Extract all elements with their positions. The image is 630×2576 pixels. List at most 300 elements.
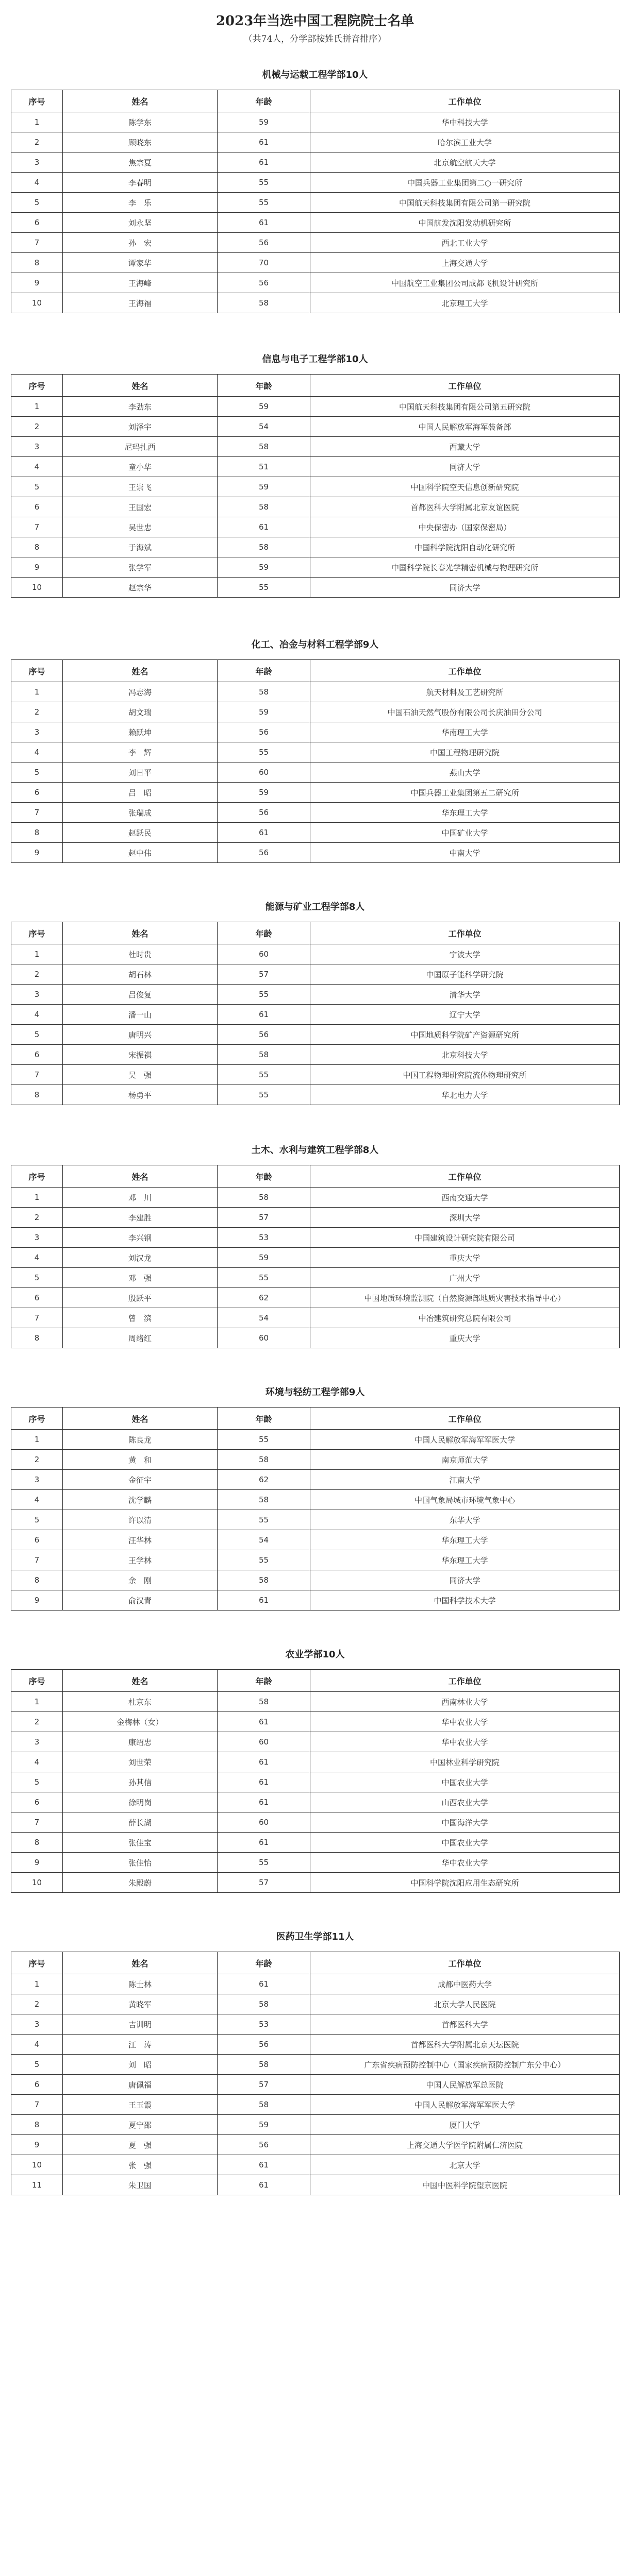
cell-age: 55 (218, 1853, 310, 1873)
cell-age: 62 (218, 1470, 310, 1490)
table-row (11, 964, 620, 985)
cell-name: 唐明兴 (63, 1025, 218, 1045)
cell-workplace: 中冶建筑研究总院有限公司 (310, 1308, 620, 1328)
header-name: 姓名 (63, 660, 218, 682)
table-row (11, 213, 620, 233)
cell-age: 58 (218, 497, 310, 517)
table-row (11, 1430, 620, 1450)
cell-name: 吴 强 (63, 1065, 218, 1085)
cell-age: 56 (218, 2135, 310, 2155)
cell-index: 4 (11, 1490, 63, 1510)
cell-name: 冯志海 (63, 682, 218, 702)
header-age: 年龄 (218, 1670, 310, 1692)
table-row (11, 783, 620, 803)
table-row (11, 193, 620, 213)
cell-workplace: 辽宁大学 (310, 1005, 620, 1025)
header-name: 姓名 (63, 90, 218, 112)
cell-index: 9 (11, 273, 63, 293)
cell-workplace: 山西农业大学 (310, 1792, 620, 1812)
cell-name: 李 乐 (63, 193, 218, 213)
cell-index: 4 (11, 742, 63, 762)
member-table (11, 1165, 620, 1348)
cell-index: 3 (11, 2014, 63, 2035)
cell-index: 1 (11, 1692, 63, 1712)
cell-age: 55 (218, 1510, 310, 1530)
department-section (11, 631, 619, 863)
cell-index: 1 (11, 1430, 63, 1450)
cell-age: 57 (218, 964, 310, 985)
table-row (11, 1208, 620, 1228)
header-index: 序号 (11, 375, 63, 397)
cell-age: 57 (218, 2075, 310, 2095)
cell-index: 9 (11, 843, 63, 863)
cell-workplace: 中国原子能科学研究院 (310, 964, 620, 985)
cell-workplace: 中国农业大学 (310, 1833, 620, 1853)
cell-index: 6 (11, 783, 63, 803)
header-name: 姓名 (63, 922, 218, 944)
cell-name: 黄晓军 (63, 1994, 218, 2014)
cell-name: 邓 川 (63, 1188, 218, 1208)
cell-age: 61 (218, 1005, 310, 1025)
section-title: 农业学部10人 (285, 1649, 345, 1660)
cell-age: 56 (218, 722, 310, 742)
cell-index: 1 (11, 112, 63, 132)
cell-name: 杜京东 (63, 1692, 218, 1712)
section-title: 土木、水利与建筑工程学部8人 (251, 1145, 379, 1156)
table-row (11, 132, 620, 152)
cell-name: 许以清 (63, 1510, 218, 1530)
cell-name: 曾 滨 (63, 1308, 218, 1328)
table-row (11, 578, 620, 598)
table-header-row (11, 90, 620, 112)
cell-workplace: 华东理工大学 (310, 1530, 620, 1550)
header-age: 年龄 (218, 1952, 310, 1974)
cell-age: 56 (218, 843, 310, 863)
cell-index: 8 (11, 1570, 63, 1590)
header-name: 姓名 (63, 1952, 218, 1974)
cell-age: 56 (218, 2035, 310, 2055)
header-workplace: 工作单位 (310, 660, 620, 682)
department-section (11, 1923, 619, 2195)
cell-age: 60 (218, 1328, 310, 1348)
cell-workplace: 中国中医科学院望京医院 (310, 2175, 620, 2195)
table-row (11, 2014, 620, 2035)
cell-age: 61 (218, 132, 310, 152)
cell-index: 5 (11, 193, 63, 213)
cell-workplace: 广州大学 (310, 1268, 620, 1288)
department-section (11, 1378, 619, 1611)
table-row (11, 2135, 620, 2155)
cell-workplace: 中国地质环境监测院（自然资源部地质灾害技术指导中心） (310, 1288, 620, 1308)
cell-name: 金梅林（女） (63, 1712, 218, 1732)
cell-index: 8 (11, 537, 63, 557)
cell-index: 6 (11, 1530, 63, 1550)
cell-workplace: 西南交通大学 (310, 1188, 620, 1208)
cell-workplace: 中国航发沈阳发动机研究所 (310, 213, 620, 233)
cell-workplace: 东华大学 (310, 1510, 620, 1530)
cell-age: 54 (218, 1530, 310, 1550)
table-row (11, 2055, 620, 2075)
cell-workplace: 中国人民解放军海军装备部 (310, 417, 620, 437)
table-row (11, 2155, 620, 2175)
cell-index: 7 (11, 1065, 63, 1085)
cell-index: 7 (11, 1550, 63, 1570)
cell-workplace: 西南林业大学 (310, 1692, 620, 1712)
table-row (11, 1833, 620, 1853)
cell-index: 7 (11, 803, 63, 823)
cell-index: 5 (11, 1772, 63, 1792)
cell-workplace: 中南大学 (310, 843, 620, 863)
cell-name: 李春明 (63, 173, 218, 193)
header-index: 序号 (11, 90, 63, 112)
header-workplace: 工作单位 (310, 375, 620, 397)
table-row (11, 537, 620, 557)
cell-name: 沈学麟 (63, 1490, 218, 1510)
cell-name: 王国宏 (63, 497, 218, 517)
cell-workplace: 哈尔滨工业大学 (310, 132, 620, 152)
member-table (11, 922, 620, 1105)
cell-name: 孙其信 (63, 1772, 218, 1792)
cell-index: 7 (11, 2095, 63, 2115)
cell-name: 夏 强 (63, 2135, 218, 2155)
cell-workplace: 华北电力大学 (310, 1085, 620, 1105)
cell-name: 谭家华 (63, 253, 218, 273)
table-row (11, 112, 620, 132)
cell-workplace: 清华大学 (310, 985, 620, 1005)
table-row (11, 477, 620, 497)
cell-name: 王海峰 (63, 273, 218, 293)
table-row (11, 1470, 620, 1490)
table-row (11, 722, 620, 742)
cell-name: 陈士林 (63, 1974, 218, 1994)
table-row (11, 397, 620, 417)
cell-name: 殷跃平 (63, 1288, 218, 1308)
header-workplace: 工作单位 (310, 1670, 620, 1692)
cell-workplace: 华中农业大学 (310, 1853, 620, 1873)
table-row (11, 152, 620, 173)
cell-workplace: 华南理工大学 (310, 722, 620, 742)
cell-workplace: 上海交通大学医学院附属仁济医院 (310, 2135, 620, 2155)
cell-age: 61 (218, 1590, 310, 1611)
header-workplace: 工作单位 (310, 1165, 620, 1188)
table-header-row (11, 1952, 620, 1974)
cell-index: 8 (11, 2115, 63, 2135)
table-row (11, 1792, 620, 1812)
cell-age: 55 (218, 173, 310, 193)
table-row (11, 457, 620, 477)
cell-name: 张瑞成 (63, 803, 218, 823)
cell-age: 55 (218, 985, 310, 1005)
cell-age: 58 (218, 293, 310, 313)
cell-age: 59 (218, 783, 310, 803)
cell-age: 60 (218, 762, 310, 783)
cell-index: 10 (11, 293, 63, 313)
cell-index: 4 (11, 1752, 63, 1772)
table-row (11, 1065, 620, 1085)
cell-name: 胡石林 (63, 964, 218, 985)
cell-workplace: 华中农业大学 (310, 1732, 620, 1752)
cell-index: 7 (11, 233, 63, 253)
header-age: 年龄 (218, 660, 310, 682)
cell-age: 58 (218, 2095, 310, 2115)
table-row (11, 843, 620, 863)
table-row (11, 944, 620, 964)
cell-name: 李劲东 (63, 397, 218, 417)
cell-age: 59 (218, 397, 310, 417)
table-row (11, 1450, 620, 1470)
cell-age: 59 (218, 2115, 310, 2135)
cell-workplace: 中国科学院沈阳应用生态研究所 (310, 1873, 620, 1893)
cell-index: 5 (11, 2055, 63, 2075)
cell-age: 55 (218, 193, 310, 213)
cell-age: 55 (218, 1065, 310, 1085)
cell-workplace: 中国科学院沈阳自动化研究所 (310, 537, 620, 557)
header-workplace: 工作单位 (310, 1952, 620, 1974)
member-table (11, 90, 620, 313)
cell-index: 10 (11, 578, 63, 598)
table-row (11, 1590, 620, 1611)
cell-age: 55 (218, 1430, 310, 1450)
cell-index: 8 (11, 823, 63, 843)
cell-index: 4 (11, 1248, 63, 1268)
cell-index: 4 (11, 1005, 63, 1025)
table-row (11, 762, 620, 783)
cell-name: 尼玛扎西 (63, 437, 218, 457)
cell-name: 金征宇 (63, 1470, 218, 1490)
cell-age: 59 (218, 112, 310, 132)
cell-name: 张佳宝 (63, 1833, 218, 1853)
header-index: 序号 (11, 1408, 63, 1430)
cell-age: 56 (218, 803, 310, 823)
cell-workplace: 重庆大学 (310, 1248, 620, 1268)
header-index: 序号 (11, 922, 63, 944)
cell-name: 王学林 (63, 1550, 218, 1570)
cell-workplace: 华东理工大学 (310, 1550, 620, 1570)
table-row (11, 1873, 620, 1893)
cell-workplace: 同济大学 (310, 1570, 620, 1590)
table-row (11, 702, 620, 722)
cell-name: 康绍忠 (63, 1732, 218, 1752)
cell-index: 3 (11, 1470, 63, 1490)
table-row (11, 1974, 620, 1994)
cell-age: 58 (218, 1570, 310, 1590)
header-name: 姓名 (63, 1670, 218, 1692)
table-row (11, 437, 620, 457)
cell-index: 3 (11, 437, 63, 457)
table-row (11, 803, 620, 823)
cell-index: 7 (11, 1308, 63, 1328)
cell-workplace: 深圳大学 (310, 1208, 620, 1228)
cell-age: 57 (218, 1208, 310, 1228)
cell-workplace: 中国航天科技集团有限公司第五研究院 (310, 397, 620, 417)
header-age: 年龄 (218, 1165, 310, 1188)
header-age: 年龄 (218, 1408, 310, 1430)
cell-index: 4 (11, 457, 63, 477)
cell-workplace: 中国工程物理研究院 (310, 742, 620, 762)
table-row (11, 1732, 620, 1752)
cell-workplace: 北京科技大学 (310, 1045, 620, 1065)
cell-age: 58 (218, 1188, 310, 1208)
table-header-row (11, 660, 620, 682)
table-row (11, 682, 620, 702)
cell-workplace: 中国人民解放军海军军医大学 (310, 2095, 620, 2115)
cell-workplace: 中国农业大学 (310, 1772, 620, 1792)
cell-name: 江 涛 (63, 2035, 218, 2055)
cell-index: 9 (11, 1590, 63, 1611)
table-header-row (11, 922, 620, 944)
cell-name: 孙 宏 (63, 233, 218, 253)
cell-index: 8 (11, 253, 63, 273)
table-header-row (11, 375, 620, 397)
section-title: 医药卫生学部11人 (276, 1931, 354, 1942)
cell-index: 3 (11, 1228, 63, 1248)
cell-workplace: 中国航空工业集团公司成都飞机设计研究所 (310, 273, 620, 293)
cell-index: 2 (11, 1208, 63, 1228)
cell-age: 56 (218, 1025, 310, 1045)
table-row (11, 1288, 620, 1308)
cell-workplace: 宁波大学 (310, 944, 620, 964)
cell-age: 61 (218, 2175, 310, 2195)
cell-index: 9 (11, 1853, 63, 1873)
cell-workplace: 中国建筑设计研究院有限公司 (310, 1228, 620, 1248)
cell-name: 王崇飞 (63, 477, 218, 497)
cell-age: 55 (218, 1268, 310, 1288)
cell-age: 58 (218, 1490, 310, 1510)
cell-age: 61 (218, 1974, 310, 1994)
table-row (11, 985, 620, 1005)
cell-workplace: 首都医科大学 (310, 2014, 620, 2035)
cell-name: 胡文瑞 (63, 702, 218, 722)
cell-index: 5 (11, 477, 63, 497)
cell-age: 61 (218, 1833, 310, 1853)
header-age: 年龄 (218, 922, 310, 944)
cell-age: 54 (218, 417, 310, 437)
cell-index: 3 (11, 152, 63, 173)
cell-index: 3 (11, 722, 63, 742)
cell-name: 邓 强 (63, 1268, 218, 1288)
table-row (11, 293, 620, 313)
header-index: 序号 (11, 1952, 63, 1974)
header-workplace: 工作单位 (310, 90, 620, 112)
cell-workplace: 北京航空航天大学 (310, 152, 620, 173)
cell-workplace: 成都中医药大学 (310, 1974, 620, 1994)
table-row (11, 1188, 620, 1208)
cell-name: 刘泽宇 (63, 417, 218, 437)
cell-index: 3 (11, 1732, 63, 1752)
cell-age: 59 (218, 1248, 310, 1268)
header-name: 姓名 (63, 375, 218, 397)
cell-age: 70 (218, 253, 310, 273)
cell-index: 5 (11, 762, 63, 783)
cell-age: 58 (218, 437, 310, 457)
cell-index: 2 (11, 702, 63, 722)
table-row (11, 1510, 620, 1530)
cell-index: 6 (11, 1792, 63, 1812)
cell-workplace: 华中农业大学 (310, 1712, 620, 1732)
cell-workplace: 中国航天科技集团有限公司第一研究院 (310, 193, 620, 213)
cell-workplace: 中国兵器工业集团第二○一研究所 (310, 173, 620, 193)
cell-name: 黄 和 (63, 1450, 218, 1470)
cell-name: 赖跃坤 (63, 722, 218, 742)
cell-index: 9 (11, 2135, 63, 2155)
cell-workplace: 西藏大学 (310, 437, 620, 457)
header-index: 序号 (11, 1165, 63, 1188)
cell-name: 朱殿蔚 (63, 1873, 218, 1893)
cell-age: 58 (218, 2055, 310, 2075)
table-row (11, 1490, 620, 1510)
cell-workplace: 中国人民解放军总医院 (310, 2075, 620, 2095)
cell-name: 吕 昭 (63, 783, 218, 803)
cell-index: 1 (11, 1974, 63, 1994)
cell-index: 6 (11, 213, 63, 233)
cell-name: 赵跃民 (63, 823, 218, 843)
cell-workplace: 首都医科大学附属北京友谊医院 (310, 497, 620, 517)
table-row (11, 1752, 620, 1772)
header-age: 年龄 (218, 375, 310, 397)
department-section (11, 1136, 619, 1348)
cell-age: 58 (218, 537, 310, 557)
cell-age: 61 (218, 1752, 310, 1772)
table-row (11, 1308, 620, 1328)
cell-index: 8 (11, 1328, 63, 1348)
cell-index: 10 (11, 1873, 63, 1893)
cell-name: 刘永坚 (63, 213, 218, 233)
cell-name: 陈良龙 (63, 1430, 218, 1450)
header-index: 序号 (11, 660, 63, 682)
department-section (11, 61, 619, 313)
cell-index: 6 (11, 497, 63, 517)
cell-age: 61 (218, 1772, 310, 1792)
table-row (11, 742, 620, 762)
cell-workplace: 中国地质科学院矿产资源研究所 (310, 1025, 620, 1045)
cell-name: 杨勇平 (63, 1085, 218, 1105)
department-section (11, 1640, 619, 1893)
cell-workplace: 燕山大学 (310, 762, 620, 783)
member-table (11, 1407, 620, 1611)
table-row (11, 1005, 620, 1025)
cell-name: 潘一山 (63, 1005, 218, 1025)
header-age: 年龄 (218, 90, 310, 112)
cell-name: 张佳怡 (63, 1853, 218, 1873)
cell-name: 刘世荣 (63, 1752, 218, 1772)
table-row (11, 2075, 620, 2095)
cell-age: 59 (218, 477, 310, 497)
header-name: 姓名 (63, 1165, 218, 1188)
cell-index: 1 (11, 397, 63, 417)
page-subtitle: （共74人，分学部按姓氏拼音排序） (243, 34, 387, 44)
table-row (11, 497, 620, 517)
cell-name: 俞汉青 (63, 1590, 218, 1611)
cell-name: 赵宗华 (63, 578, 218, 598)
cell-name: 刘 昭 (63, 2055, 218, 2075)
table-row (11, 2115, 620, 2135)
cell-name: 王海福 (63, 293, 218, 313)
cell-name: 吕俊复 (63, 985, 218, 1005)
cell-index: 5 (11, 1510, 63, 1530)
table-row (11, 823, 620, 843)
cell-workplace: 同济大学 (310, 457, 620, 477)
department-section (11, 345, 619, 598)
cell-name: 唐佩福 (63, 2075, 218, 2095)
cell-index: 1 (11, 944, 63, 964)
member-table (11, 374, 620, 598)
cell-name: 陈学东 (63, 112, 218, 132)
cell-age: 61 (218, 823, 310, 843)
cell-index: 7 (11, 517, 63, 537)
cell-age: 53 (218, 1228, 310, 1248)
table-row (11, 1530, 620, 1550)
cell-age: 59 (218, 557, 310, 578)
